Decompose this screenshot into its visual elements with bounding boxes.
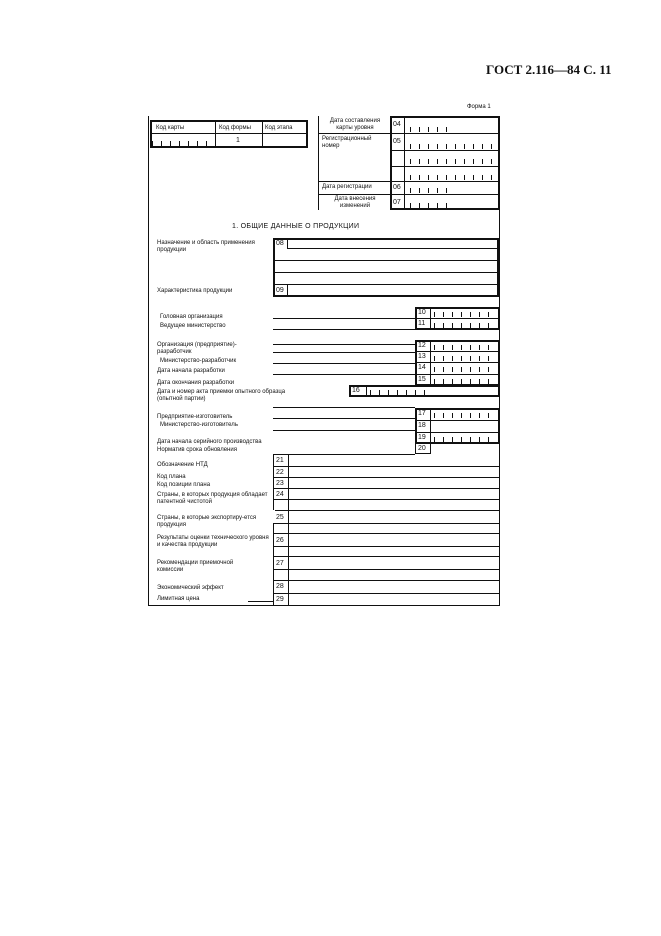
f21-label: Обозначение НТД (157, 462, 208, 468)
f09-label: Характеристика продукции (157, 288, 233, 294)
f12-label: Организация (предприятие)-разработчик (157, 342, 237, 355)
f25-label: Страны, в которые экспортиру-ется продукция (157, 515, 257, 528)
n28: 28 (276, 583, 284, 590)
n14: 14 (418, 364, 426, 371)
f08-label: Назначение и область применения продукции (157, 240, 255, 253)
f05-cells-1[interactable] (410, 144, 494, 149)
stage-code-header: Код этапа (265, 125, 293, 131)
n27: 27 (276, 560, 284, 567)
f22-label: Код плана (157, 474, 186, 480)
n08: 08 (276, 240, 284, 247)
f13-label: Министерство-разработчик (160, 358, 237, 364)
f27-label: Рекомендации приемочной комиссии (157, 560, 234, 573)
n11: 11 (418, 320, 426, 327)
n22: 22 (276, 469, 284, 476)
f19-label: Дата начала серийного производства (157, 439, 262, 445)
n09: 09 (276, 287, 284, 294)
f05-cells-3[interactable] (410, 175, 494, 180)
n06: 06 (393, 184, 401, 191)
n17: 17 (418, 410, 426, 417)
f29-label: Лимитная цена (157, 596, 200, 602)
n18: 18 (418, 422, 426, 429)
n10: 10 (418, 309, 426, 316)
n20: 20 (418, 445, 426, 452)
f10-label: Головная организация (160, 314, 223, 320)
f04-label: Дата составления карты уровня (329, 118, 381, 131)
n24: 24 (276, 491, 284, 498)
f06-cells[interactable] (410, 188, 450, 193)
n12: 12 (418, 342, 426, 349)
n25: 25 (276, 514, 284, 521)
form-label: Форма 1 (467, 104, 491, 110)
f11-label: Ведущее министерство (160, 323, 226, 329)
card-code-header: Код карты (156, 125, 185, 131)
card-code-cells[interactable] (152, 141, 212, 146)
section-title: 1. ОБЩИЕ ДАННЫЕ О ПРОДУКЦИИ (232, 223, 360, 230)
standard-header: ГОСТ 2.116—84 С. 11 (486, 62, 612, 77)
n23: 23 (276, 480, 284, 487)
n26: 26 (276, 537, 284, 544)
n07: 07 (393, 199, 401, 206)
n16: 16 (352, 387, 360, 394)
form-code-header: Код формы (219, 125, 251, 131)
form-code-value[interactable]: 1 (236, 137, 240, 144)
n15: 15 (418, 376, 426, 383)
f15-label: Дата окончания разработки (157, 380, 235, 386)
f28-label: Экономический эффект (157, 585, 224, 591)
f05-label: Регистрационный номер (322, 136, 372, 149)
f17-label: Предприятие-изготовитель (157, 414, 233, 420)
f23-label: Код позиции плана (157, 482, 211, 488)
f08-box (273, 238, 499, 297)
f07-cells[interactable] (410, 203, 450, 208)
f04-cells[interactable] (410, 127, 455, 132)
n21: 21 (276, 457, 284, 464)
f20-label: Норматив срока обновления (157, 447, 237, 453)
f14-label: Дата начала разработки (157, 368, 225, 374)
f05-cells-2[interactable] (410, 159, 494, 164)
n04: 04 (393, 121, 401, 128)
f16-label: Дата и номер акта приемки опытного образца (опытной партии) (157, 389, 286, 402)
n29: 29 (276, 596, 284, 603)
n13: 13 (418, 353, 426, 360)
f06-label: Дата регистрации (322, 184, 372, 190)
f26-label: Результаты оценки технического уровня и качества продукции (157, 535, 269, 548)
f24-label: Страны, в которых продукция обладает патентной чистотой (157, 492, 268, 505)
n19: 19 (418, 434, 426, 441)
f18-label: Министерство-изготовитель (160, 422, 238, 428)
f07-label: Дата внесения изменений (334, 196, 376, 209)
n05: 05 (393, 138, 401, 145)
